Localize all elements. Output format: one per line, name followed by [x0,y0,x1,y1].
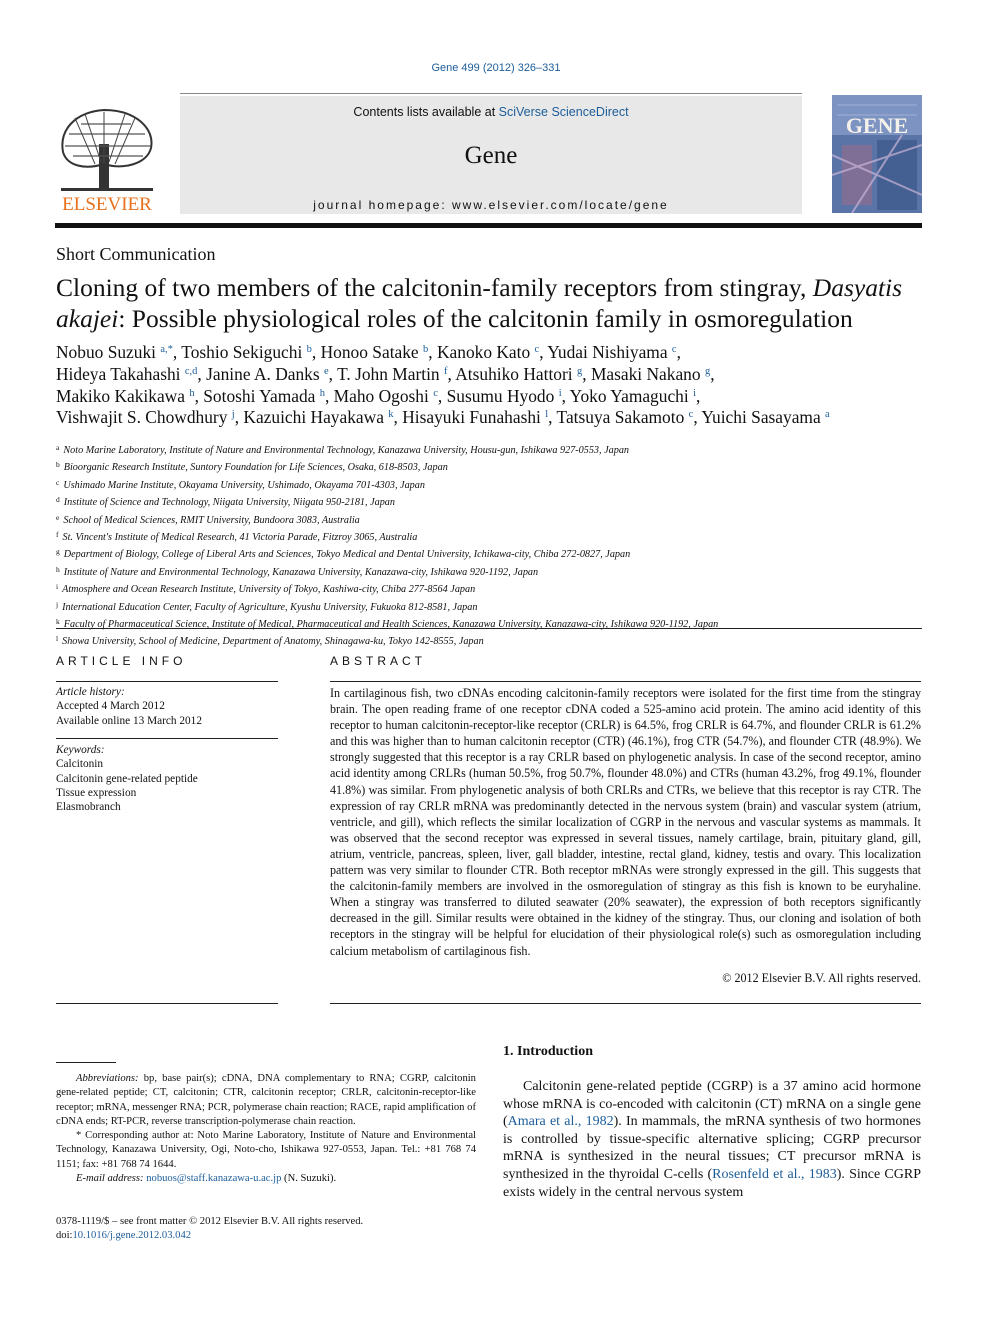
history-label: Article history: [56,686,125,698]
author-name: Maho Ogoshi [333,385,429,406]
author-list [56,342,926,429]
corresponding-author-note: * Corresponding author at: Noto Marine Laboratory, Institute of Nature and Environmental Technology, Kanazawa University, Ogi, Noto-cho, Ishikawa 927-0553, Japan. Tel.: +81 768 74 1151; fax: +81 768 74 1644. [56,1130,476,1170]
sciencedirect-link[interactable]: SciVerse ScienceDirect [498,105,629,119]
author-affiliation-ref[interactable]: i [558,387,562,399]
author-name: Susumu Hyodo [446,385,555,406]
abstract-bottom-rule [330,1003,921,1004]
intro-text-part: ). Since CGRP exists widely in the central nervous system [503,1166,921,1200]
author-affiliation-ref[interactable]: b [423,344,429,355]
contents-prefix: Contents lists available at [353,105,499,119]
affiliation-key: a [56,443,60,452]
article-info-rule [56,681,278,682]
author-affiliation-ref[interactable]: c [688,409,694,421]
affiliation-item [56,580,926,597]
author-name: Honoo Satake [320,342,419,362]
email-suffix: (N. Suzuki). [281,1173,337,1185]
article-title [56,272,926,334]
info-bottom-rule [56,1003,278,1004]
author-affiliation-ref[interactable]: k [388,409,394,421]
author-name: Toshio Sekiguchi [181,342,303,362]
affiliation-text: Institute of Science and Technology, Niigata University, Niigata 950-2181, Japan [63,497,395,509]
journal-citation[interactable]: Gene 499 (2012) 326–331 [431,62,561,74]
affiliation-text: Showa University, School of Medicine, Department of Anatomy, Shinagawa-ku, Tokyo 142-8555, Japan [62,636,484,648]
author-name: Tatsuya Sakamoto [556,407,685,428]
author-affiliation-ref[interactable]: b [306,344,312,355]
article-type: Short Communication [56,244,216,264]
affiliation-text: Atmosphere and Ocean Research Institute, University of Tokyo, Kashiwa-city, Chiba 277-8564 Japan [62,584,476,596]
affiliation-key: f [56,530,59,540]
keyword-item: Calcitonin gene-related peptide [56,772,198,785]
author-name: Masaki Nakano [590,363,701,384]
affiliation-key: c [56,477,60,487]
header-thick-rule [55,223,922,228]
affiliation-text: International Education Center, Faculty of Agriculture, Kyushu University, Fukuoka 812-8581, Japan [62,601,478,613]
author-affiliation-ref[interactable]: a [825,409,830,421]
citation-link[interactable]: Rosenfeld et al., 1983 [712,1166,837,1182]
elsevier-logo [55,104,160,214]
copyright-notice: © 2012 Elsevier B.V. All rights reserved. [722,971,921,985]
affiliation-text: Bioorganic Research Institute, Suntory Foundation for Life Sciences, Osaka, 618-8503, Japan [63,462,448,474]
footnote-rule [56,1062,116,1063]
doi-link[interactable]: 10.1016/j.gene.2012.03.042 [72,1230,192,1242]
header-top-rule [180,93,802,94]
affiliation-item [56,563,926,580]
affiliation-item [56,632,926,649]
author-name: Atsuhiko Hattori [455,363,573,384]
author-affiliation-ref[interactable]: h [189,387,195,399]
intro-text-part: Calcitonin gene-related peptide (CGRP) is a 37 amino acid hormone whose mRNA is co-encoded with calcitonin (CT) mRNA on a single gene ( [503,1079,921,1130]
author-affiliation-ref[interactable]: g [704,365,711,377]
keyword-item: Tissue expression [56,786,137,799]
author-name: Yuichi Sasayama [701,407,821,428]
author-line: Vishwajit S. Chowdhury $^j$, Kazuichi Hayakawa $^k$, Hisayuki Funahashi $^l$, Tatsuya Sakamoto $^c$, Yuichi Sasayama $^a$ [56,407,830,428]
author-name: Nobuo Suzuki [56,342,156,362]
affiliation-key: k [56,617,60,627]
email-link[interactable]: nobuos@staff.kanazawa-u.ac.jp [146,1173,282,1185]
issn-line: 0378-1119/$ – see front matter © 2012 Elsevier B.V. All rights reserved. [56,1216,364,1227]
author-affiliation-ref[interactable]: j [231,409,235,421]
affiliation-item [56,528,926,545]
front-matter [56,1215,363,1244]
elsevier-wordmark: ELSEVIER [62,194,152,214]
author-line: Makiko Kakikawa $^h$, Sotoshi Yamada $^h$, Maho Ogoshi $^c$, Susumu Hyodo $^i$, Yoko Yamaguchi $^i$, [56,385,701,406]
title-species: Dasyatis akajei [56,273,903,333]
affiliation-item [56,615,926,632]
author-name: Hisayuki Funahashi [402,407,541,428]
email-label: E-mail address: [76,1173,144,1185]
author-name: Janine A. Danks [206,363,320,384]
author-affiliation-ref[interactable]: h [319,387,325,399]
journal-homepage[interactable]: journal homepage: www.elsevier.com/locate/gene [313,198,669,212]
author-name: Sotoshi Yamada [203,385,316,406]
affiliation-item [56,493,926,510]
affiliation-item [56,511,926,528]
affiliation-text: Department of Biology, College of Liberal Arts and Sciences, Tokyo Medical and Dental University, Ichikawa-city, Chiba 272-0827, Japan [63,549,631,561]
author-affiliation-ref[interactable]: e [324,365,329,377]
affiliation-item [56,458,926,475]
affiliation-key: j [56,599,59,609]
affiliation-key: e [56,512,60,522]
keyword-item: Calcitonin [56,758,104,771]
author-affiliation-ref[interactable]: g [576,365,583,377]
abstract-rule [330,681,921,682]
accepted-date: Accepted 4 March 2012 [56,700,165,713]
author-affiliation-ref[interactable]: i [693,387,696,399]
keywords [56,743,198,814]
author-name: Kazuichi Hayakawa [243,407,384,428]
affiliation-text: St. Vincent's Institute of Medical Research, 41 Victoria Parade, Fitzroy 3065, Australia [62,532,418,544]
author-name: Kanoko Kato [436,342,531,362]
author-name: Vishwajit S. Chowdhury [56,407,228,428]
abstract-heading: ABSTRACT [330,654,427,668]
contents-availability [180,105,802,119]
email-note [56,1172,476,1186]
citation-link[interactable]: Amara et al., 1982 [507,1114,614,1130]
footnotes [56,1072,476,1186]
author-affiliation-ref[interactable]: c [671,344,677,355]
gene-cover-icon [832,95,922,213]
affiliation-key: h [56,564,60,574]
title-part-2: : Possible physiological roles of the calcitonin family in osmoregulation [118,304,853,333]
doi-label: doi: [56,1230,73,1242]
author-affiliation-ref[interactable]: f [443,365,448,377]
abbreviations-text: bp, base pair(s); cDNA, DNA complementary to RNA; CGRP, calcitonin gene-related peptide; CT, calcitonin; CTR, calcitonin receptor; CRLR, calcitonin-receptor-like receptor; mRNA, messenger RNA; PCR, polymerase chain reaction; RACE, rapid amplification of cDNA ends; RT-PCR, reverse transcription-polymerase chain reaction. [56,1073,476,1127]
author-name: T. John Martin [337,363,440,384]
history-rule [56,738,278,739]
introduction-heading: 1. Introduction [503,1044,593,1059]
journal-name: Gene [464,142,518,169]
article-info-heading: ARTICLE INFO [56,654,187,668]
author-affiliation-ref[interactable]: l [545,409,549,421]
elsevier-tree-icon [55,104,160,214]
author-name: Yudai Nishiyama [547,342,668,362]
author-affiliation-ref[interactable]: c,d [184,365,198,377]
author-line: Nobuo Suzuki $^{a,*}$, Toshio Sekiguchi $^b$, Honoo Satake $^b$, Kanoko Kato $^c$, Yudai Nishiyama $^c$, [56,342,681,362]
article-history [56,685,202,728]
abstract-text: In cartilaginous fish, two cDNAs encoding calcitonin-family receptors were isolated for the first time from the stingray brain. The open reading frame of one receptor cDNA coded a 525-amino acid protein. The amino acid identity of this receptor to human calcitonin-receptor-like receptor (CRLR) is 64.5%, frog CRLR is 64.7%, and flounder CRLR is 61.2% and this was higher than to human calcitonin receptor (CTR) (46.1%), frog CTR (54.7%), and flounder CTR (48.9%). We strongly suggested that this receptor is a ray CRLR based on phylogenetic analysis. In case of the second receptor, amino acid identity among CRLRs (human 50.5%, frog 50.7%, flounder 48.0%) and CTRs (human 43.2%, frog 49.1%, flounder 41.8%) was similar. From phylogenetic analysis of both CRLRs and CTRs, we believe that this receptor is ray CTR. The expression of ray CRLR mRNA was predominantly detected in the nervous system (brain) and vascular system (atrium, ventricle, and gill), which reflects the similar localization of CGRP in the nervous and vascular systems as mammals. It was observed that the second receptor was expressed in several tissues, namely cartilage, brain, pituitary gland, gill, atrium, ventricle, pancreas, spleen, liver, gall bladder, intestine, rectal gland, kidney, testis and ovary. This localization pattern was very similar to flounder CTR. Both receptor mRNAs were strongly expressed in the gill. This suggests that the calcitonin-family members are involved in the osmoregulation of stingray as this fish is known to be euryhaline. When a stingray was transferred to diluted seawater (20% seawater), the expression of both receptors significantly decreased in the gill. Similar results were obtained in the kidney of the stingray. Thus, our cloning and isolation of both receptors in the stingray will be helpful for elucidation of their physiological role(s) such as osmoregulation including calcium metabolism of cartilaginous fish. [330,686,921,958]
affiliation-item [56,441,926,458]
introduction-text [503,1078,921,1201]
abbreviations-label: Abbreviations: [76,1073,139,1084]
journal-cover-image [832,95,922,213]
author-name: Yoko Yamaguchi [569,385,689,406]
affiliation-key: b [56,460,60,470]
doi-line [56,1229,363,1243]
affiliation-key: g [56,547,60,557]
affiliation-list [56,441,926,650]
affiliation-key: d [56,495,60,505]
affiliation-key: i [56,582,59,592]
affiliation-key: l [56,634,59,644]
author-name: Hideya Takahashi [56,363,181,384]
cover-title: GENE [845,113,909,138]
intro-text-part: ). In mammals, the mRNA synthesis of two hormones is controlled by tissue-specific alternative splicing; CGRP precursor mRNA is synthesized in the neural tissues; CT precursor mRNA is synthesized in the thyroidal C-cells ( [503,1114,921,1182]
keyword-item: Elasmobranch [56,801,121,814]
affiliation-text: Ushimado Marine Institute, Okayama University, Ushimado, Okayama 701-4303, Japan [63,479,425,491]
affiliation-text: Institute of Nature and Environmental Technology, Kanazawa University, Kanazawa-city, Ishikawa 920-1192, Japan [63,566,539,578]
available-date: Available online 13 March 2012 [56,714,202,727]
author-affiliation-ref[interactable]: c [433,387,438,399]
keywords-label: Keywords: [56,744,105,756]
author-name: Makiko Kakikawa [56,385,185,406]
affiliation-text: Faculty of Pharmaceutical Science, Institute of Medical, Pharmaceutical and Health Sciences, Kanazawa University, Kanazawa-city, Ishikawa 920-1192, Japan [63,619,719,631]
author-line: Hideya Takahashi $^{c,d}$, Janine A. Danks $^e$, T. John Martin $^f$, Atsuhiko Hattori $^g$, Masaki Nakano $^g$, [56,363,715,384]
title-part-1: Cloning of two members of the calcitonin-family receptors from stingray, [56,273,813,302]
affiliation-text: School of Medical Sciences, RMIT University, Bundoora 3083, Australia [63,514,360,526]
section-divider [56,628,922,629]
author-affiliation-ref[interactable]: a,* [160,344,173,355]
affiliation-item [56,476,926,493]
author-affiliation-ref[interactable]: c [534,344,540,355]
affiliation-text: Noto Marine Laboratory, Institute of Nature and Environmental Technology, Kanazawa University, Housu-gun, Ishikawa 927-0553, Japan [63,445,630,456]
affiliation-item [56,545,926,562]
abbreviations-note [56,1072,476,1129]
affiliation-item [56,598,926,615]
